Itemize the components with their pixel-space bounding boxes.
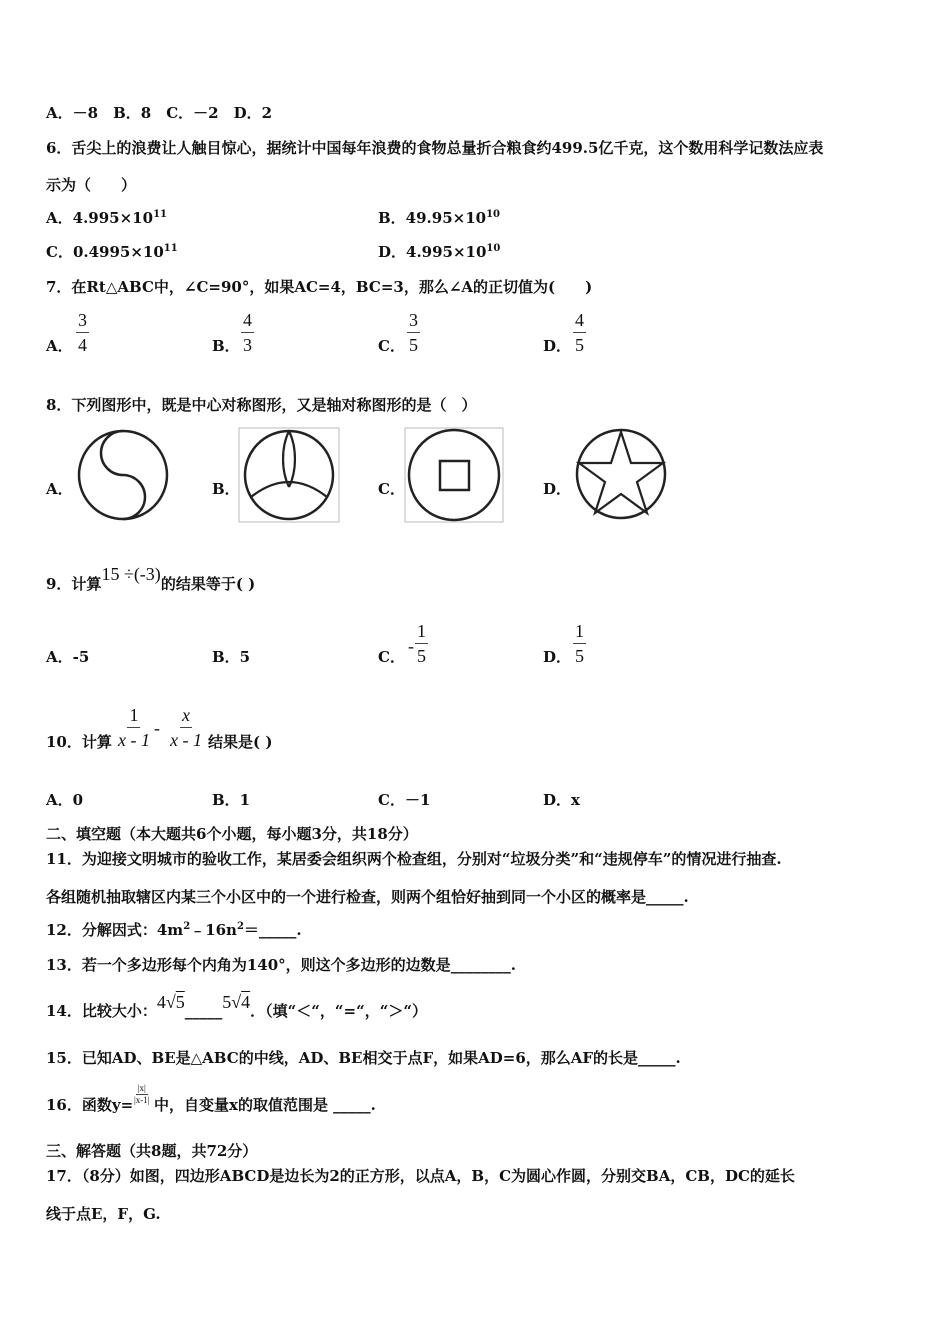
q14-expression-a: 4√5 [156,992,185,1012]
q10-option-d: D．x [543,791,580,809]
q8-stem: 8．下列图形中，既是中心对称图形，又是轴对称图形的是（ ） [46,396,477,414]
q9-expression: 15 ÷(-3) [101,564,161,584]
q16-fraction: $\frac{|x|}{|x-1|}$ [134,1083,150,1105]
q13: 13．若一个多边形每个内角为140°，则这个多边形的边数是________. [46,956,516,974]
q7-option-c-fraction: $\frac{3}{5}$ [409,310,418,355]
q7-option-d-fraction: $\frac{4}{5}$ [575,310,584,355]
q10-stem-pre: 10．计算 [46,733,112,751]
q9-stem: 9．计算15 ÷(-3)的结果等于( ) [46,564,256,593]
q5-options: A．－8 B．8 C．－2 D．2 [46,104,273,122]
q9-option-a: A．-5 [46,648,90,666]
q10-minus: - [154,718,160,738]
q10-option-c: C．－1 [378,791,431,809]
q14-expression-b: 5√4 [222,992,251,1012]
q7-option-b-label: B． [212,337,240,355]
q6-option-c: C．$0.4995\times 10^{11}$ [46,243,178,261]
q7-option-c-label: C． [378,337,405,355]
q14: 14．比较大小：4√5_____5√4．（填“＜“，“=“，“＞“） [46,992,427,1020]
q9-option-b: B．5 [212,648,251,666]
q8-option-b-label: B． [212,480,240,498]
q16-pre: 16．函数y= [46,1096,134,1114]
yin-yang-figure [75,427,171,523]
q7-option-d-label: D． [543,337,572,355]
section-2-heading: 二、填空题（本大题共6个小题，每小题3分，共18分） [46,825,418,843]
q6-stem: 6．舌尖上的浪费让人触目惊心，据统计中国每年浪费的食物总量折合粮食约499.5亿千克，这个数用科学记数法应表 [46,139,824,157]
q6-option-d: D．$4.995\times 10^{10}$ [378,243,501,261]
q12: 12．分解因式：$4m^2﹣16n^2=\_\_\_\_\_$. [46,921,302,939]
q10-fraction-1: $\frac{1}{x - 1}$ [118,705,150,750]
q10-stem-post: 结果是( ) [208,733,273,751]
q8-option-c-label: C． [378,480,405,498]
q10-option-a: A．0 [46,791,84,809]
q9-option-d-fraction: $\frac{1}{5}$ [575,621,584,666]
q10-fraction-2: $\frac{x}{x - 1}$ [170,705,202,750]
q8-option-d-label: D． [543,480,572,498]
q7-option-a-label: A． [46,337,73,355]
q9-option-c-label: C． [378,648,405,666]
q17-line-2: 线于点E，F，G. [46,1205,161,1223]
q10-option-b: B．1 [212,791,251,809]
section-3-heading: 三、解答题（共8题，共72分） [46,1142,258,1160]
q8-option-a-label: A． [46,480,73,498]
q15: 15．已知AD、BE是△ABC的中线，AD、BE相交于点F，如果AD=6，那么AF的长是_____. [46,1049,681,1067]
q7-stem: 7．在Rt△ABC中，∠C=90°，如果AC=4，BC=3，那么∠A的正切值为( ) [46,278,593,296]
q7-option-b-fraction: $\frac{4}{3}$ [243,310,252,355]
q6-stem-cont: 示为（ ） [46,176,137,194]
q16-post: 中，自变量x的取值范围是 _____. [154,1096,376,1114]
q6-option-a: A．$4.995\times 10^{11}$ [46,209,167,227]
star-in-circle-figure [574,427,668,521]
q17-line-1: 17．（8分）如图，四边形ABCD是边长为2的正方形，以点A，B，C为圆心作圆，分别交BA，CB，DC的延长 [46,1167,795,1185]
q11-line-1: 11．为迎接文明城市的验收工作，某居委会组织两个检查组，分别对“垃圾分类”和“违规停车”的情况进行抽查. [46,850,782,868]
three-arcs-circle-figure [238,427,340,523]
q7-option-a-fraction: $\frac{3}{4}$ [78,310,87,355]
coin-square-hole-figure [404,427,504,523]
q9-option-d-label: D． [543,648,572,666]
q9-option-c-sign: - [408,636,414,656]
q11-line-2: 各组随机抽取辖区内某三个小区中的一个进行检查，则两个组恰好抽到同一个小区的概率是_____. [46,888,689,906]
q6-option-b: B．$49.95\times 10^{10}$ [378,209,501,227]
q9-option-c-fraction: $\frac{1}{5}$ [417,621,426,666]
